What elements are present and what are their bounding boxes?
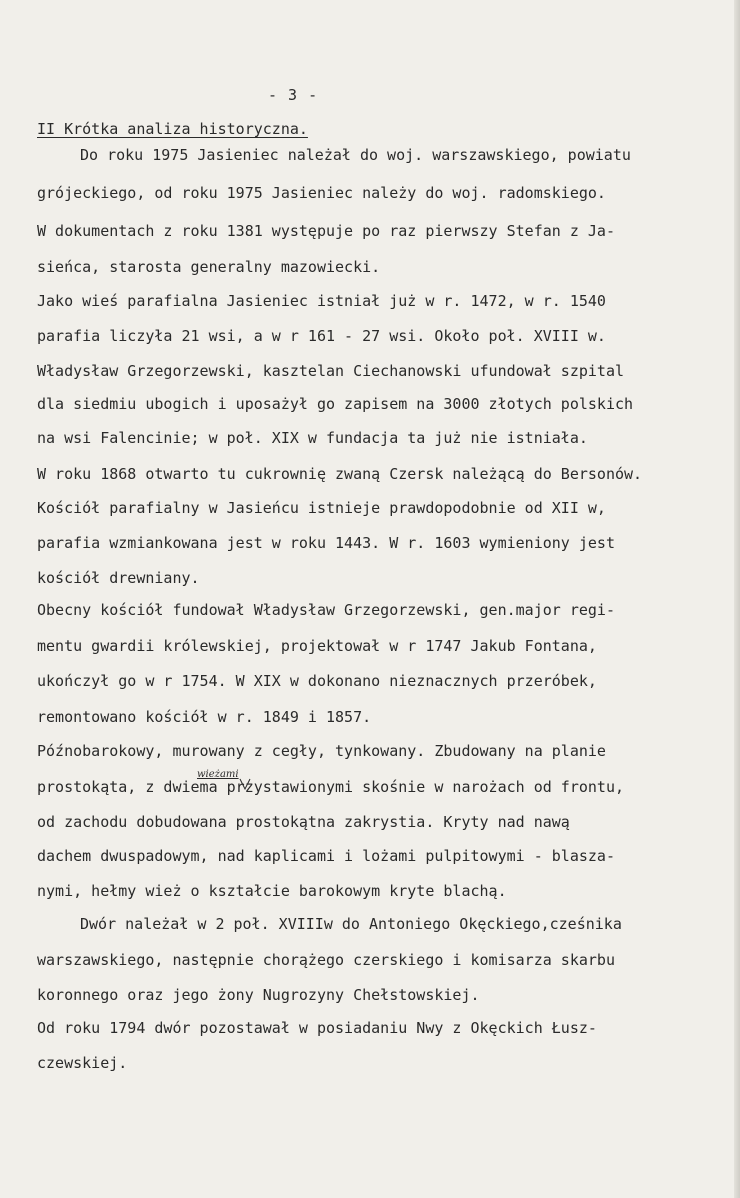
text-line: Obecny kościół fundował Władysław Grzegorzewski, gen.major regi- [37,601,615,619]
text-line: Od roku 1794 dwór pozostawał w posiadaniu Nwy z Okęckich Łusz- [37,1019,597,1037]
text-line: od zachodu dobudowana prostokątna zakrystia. Kryty nad nawą [37,813,570,831]
text-line: mentu gwardii królewskiej, projektował w r 1747 Jakub Fontana, [37,637,597,655]
text-line: dla siedmiu ubogich i uposażył go zapisem na 3000 złotych polskich [37,395,634,413]
text-line: Dwór należał w 2 poł. XVIIIw do Antoniego Okęckiego,cześnika [80,915,622,933]
text-line: Jako wieś parafialna Jasieniec istniał już w r. 1472, w r. 1540 [37,292,606,310]
text-line: parafia liczyła 21 wsi, a w r 161 - 27 wsi. Około poł. XVIII w. [37,327,606,345]
text-line: W dokumentach z roku 1381 występuje po raz pierwszy Stefan z Ja- [37,222,615,240]
page-number: - 3 - [268,86,319,104]
text-line: remontowano kościół w r. 1849 i 1857. [37,708,372,726]
handwritten-insertion: wieżami [197,769,239,780]
text-line: sieńca, starosta generalny mazowiecki. [37,258,381,276]
text-line: parafia wzmiankowana jest w roku 1443. W r. 1603 wymieniony jest [37,534,615,552]
text-line: Władysław Grzegorzewski, kasztelan Ciechanowski ufundował szpital [37,362,624,380]
text-line: na wsi Falencinie; w poł. XIX w fundacja ta już nie istniała. [37,429,588,447]
text-line: Do roku 1975 Jasieniec należał do woj. warszawskiego, powiatu [80,146,631,164]
text-line: nymi, hełmy wież o kształcie barokowym kryte blachą. [37,882,507,900]
text-line: koronnego oraz jego żony Nugrozyny Chełstowskiej. [37,986,480,1004]
text-line: prostokąta, z dwiema przystawionymi skośnie w narożach od frontu, [37,778,624,796]
text-line: warszawskiego, następnie chorążego czerskiego i komisarza skarbu [37,951,615,969]
text-line: W roku 1868 otwarto tu cukrownię zwaną Czersk należącą do Bersonów. [37,465,643,483]
text-line: grójeckiego, od roku 1975 Jasieniec należy do woj. radomskiego. [37,184,606,202]
text-line: kościół drewniany. [37,569,200,587]
text-line: ukończył go w r 1754. W XIX w dokonano nieznacznych przeróbek, [37,672,597,690]
text-line: Kościół parafialny w Jasieńcu istnieje prawdopodobnie od XII w, [37,499,606,517]
section-title: II Krótka analiza historyczna. [37,120,308,138]
text-line: czewskiej. [37,1054,128,1072]
text-line: Późnobarokowy, murowany z cegły, tynkowany. Zbudowany na planie [37,742,606,760]
text-line: dachem dwuspadowym, nad kaplicami i lożami pulpitowymi - blasza- [37,847,615,865]
page-edge-shadow [734,0,740,1198]
